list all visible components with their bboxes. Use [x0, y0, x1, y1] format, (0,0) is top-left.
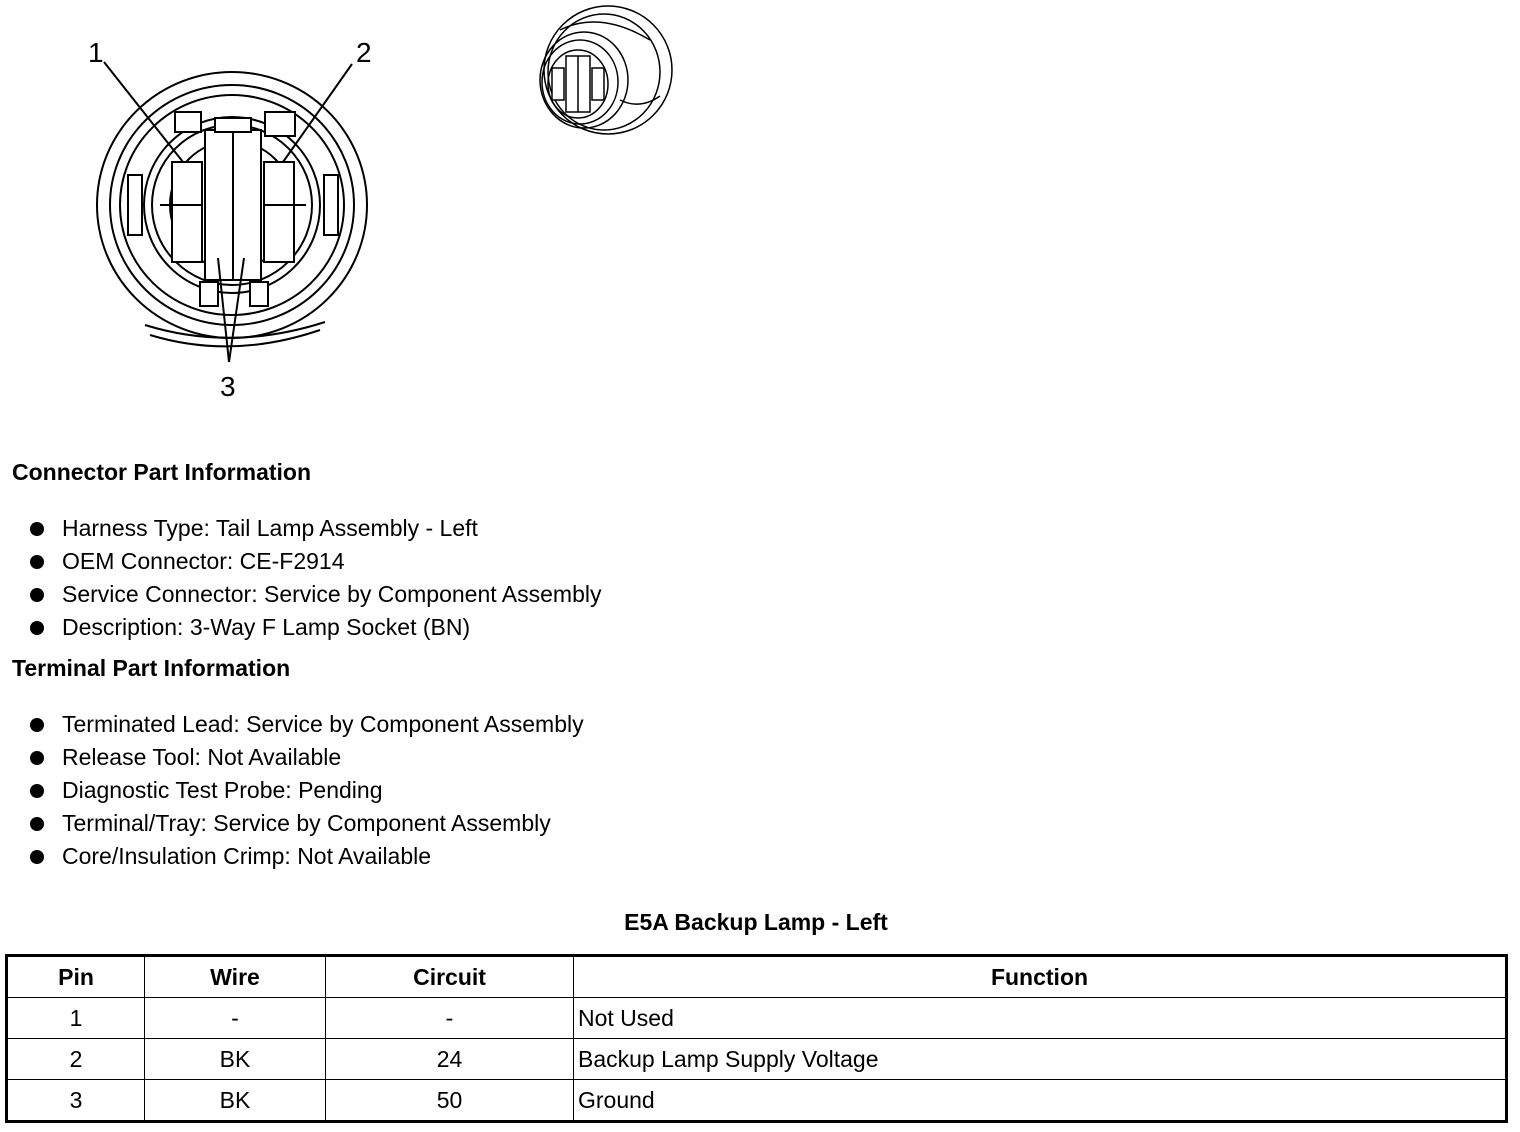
cell-pin: 1	[7, 998, 145, 1039]
connector-part-info-list	[28, 512, 601, 644]
pinout-table	[5, 954, 1508, 1123]
cell-pin: 3	[7, 1080, 145, 1122]
terminal-part-info-heading: Terminal Part Information	[12, 655, 291, 681]
header-circuit: Circuit	[326, 956, 574, 998]
list-item: Terminated Lead: Service by Component Assembly	[28, 708, 584, 741]
cell-function: Backup Lamp Supply Voltage	[574, 1039, 1507, 1080]
connector-part-info-heading: Connector Part Information	[12, 459, 312, 485]
table-row	[7, 998, 1507, 1039]
cell-function: Not Used	[574, 998, 1507, 1039]
table-row	[7, 1039, 1507, 1080]
cell-circuit: -	[326, 998, 574, 1039]
header-wire: Wire	[145, 956, 326, 998]
callout-1: 1	[88, 37, 104, 68]
list-item: Terminal/Tray: Service by Component Assembly	[28, 807, 584, 840]
connector-diagram	[0, 0, 720, 420]
table-title: E5A Backup Lamp - Left	[624, 909, 888, 935]
list-item: Service Connector: Service by Component Assembly	[28, 578, 601, 611]
table-row	[7, 1080, 1507, 1122]
socket-face-view	[97, 72, 367, 346]
header-function: Function	[574, 956, 1507, 998]
cell-function: Ground	[574, 1080, 1507, 1122]
list-item: Harness Type: Tail Lamp Assembly - Left	[28, 512, 601, 545]
list-item: Diagnostic Test Probe: Pending	[28, 774, 584, 807]
callout-3: 3	[220, 371, 236, 402]
cell-circuit: 50	[326, 1080, 574, 1122]
list-item: Core/Insulation Crimp: Not Available	[28, 840, 584, 873]
cell-circuit: 24	[326, 1039, 574, 1080]
cell-wire: BK	[145, 1039, 326, 1080]
callout-2: 2	[356, 37, 372, 68]
socket-perspective-view	[540, 6, 672, 134]
header-pin: Pin	[7, 956, 145, 998]
cell-pin: 2	[7, 1039, 145, 1080]
list-item: Release Tool: Not Available	[28, 741, 584, 774]
table-header-row	[7, 956, 1507, 998]
list-item: OEM Connector: CE-F2914	[28, 545, 601, 578]
terminal-part-info-list	[28, 708, 584, 873]
list-item: Description: 3-Way F Lamp Socket (BN)	[28, 611, 601, 644]
cell-wire: -	[145, 998, 326, 1039]
cell-wire: BK	[145, 1080, 326, 1122]
